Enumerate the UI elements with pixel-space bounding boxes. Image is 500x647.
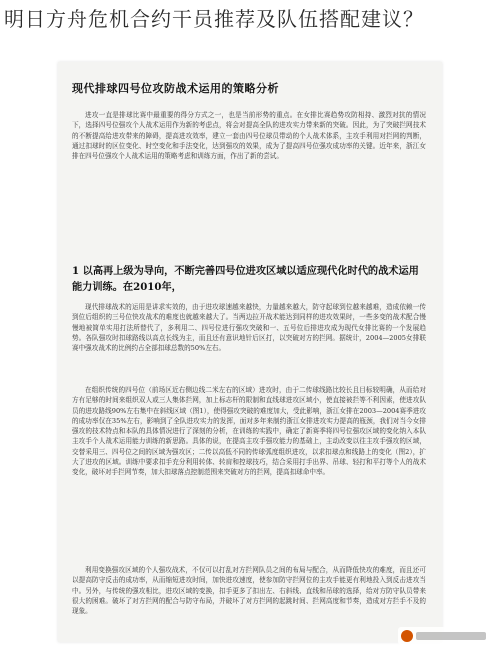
body-paragraph: 利用变换强攻区域的个人强攻战术，不仅可以打乱对方拦网队员之间的布局与配合，从而降低快攻的难度，而且还可以提高防守反击的成功率，从而缩短进攻时间，加快进攻速度，使参加防守拦网位的主攻手能更有利地投入到反击进攻当中。另外，与传统的强攻相比，进攻区域的变换，扣手更多了扣出左、右斜线、直线和吊球的选择，给对方防守队员带来很大的困难。破坏了对方拦网的配合与防守布局，并破坏了对方拦网的起跳时间、拦网高度和节奏，造成对方拦手不及的现象。 bbox=[72, 566, 426, 616]
body-paragraph: 在组织传统的四号位（前场区近右侧边线二米左右的区域）进攻时，由于二传球线路比较长且目标较明确，从而给对方有足够的时间来组织双人或三人集体拦网，加上标志杆的限制和直线球进攻区域小，使直接被拦等不利因素，使进攻队员的进攻路线90%左右集中在斜线区域（图1），使得强攻突破的难度加大，受此影响，浙江女排在2003—2004赛季进攻的成功率仅在35%左右，影响到了全队进攻实力的发挥，面对多年来制约浙江女排进攻实力提高的瓶颈，我们对当今女排强攻的技术特点和本队的具体情况进行了深刻的分析，在训练的实践中，确定了新赛季将四号位强攻区域的变化纳入本队主攻手个人战术运用能力训练的新思路。具体的说，在提高主攻手强攻能力的基础上，主动改变以往主攻手强攻的区域，交替采用三、四号位之间的区域为强攻区；二传以高低不同的传球弧度组织进攻，以求扣球点和线路上的变化（图2），扩大了进攻的区域。训练中要求扣手充分利用转体、转肩和控球技巧，结合采用打手出界、吊球、轻打和平打等个人的战术变化，破坏对手拦网节奏，加大扣球落点控制范围来突破对方的拦网，提高扣球命中率。 bbox=[72, 386, 426, 477]
document-title: 现代排球四号位攻防战术运用的策略分析 bbox=[72, 82, 279, 95]
watermark-logo bbox=[398, 627, 494, 645]
question-title: 明日方舟危机合约干员推荐及队伍搭配建议？ bbox=[4, 7, 424, 31]
body-paragraph: 现代排球战术的运用是讲求实效的，由于进攻球速越来越快，力量越来越大，防守起球到位越来越难，造成依赖一传到位后组织的三号位快攻战术的难度也就越来越大了。当两边拉开战术能达到同样的进攻效果时，一些多变的战术配合慢慢地被简单实用打法所替代了，多利用二、四号位进行强攻突破和一、五号位后排进攻成为现代女排比赛的一个发展趋势。各队强攻时扣球路线以高点长线为主，而且还有意识地针后区打，以突破对方的拦网。据统计，2004—2005女排联赛中强攻战术的比例约占全部扣球总数的50%左右。 bbox=[72, 303, 426, 353]
document-page bbox=[58, 62, 442, 642]
section-heading: 1 以高再上级为导向，不断完善四号位进攻区域以适应现代化时代的战术运用能力训练。在2010年， bbox=[72, 265, 419, 293]
intro-paragraph: 进攻一直是排球比赛中最重要的得分方式之一，也是当前形势的重点。在女排比赛趋势攻防相持、激烈对抗的情况下，选择四号位强攻个人战术运用作为新的考虑点，将会对提高全队的进攻实力带来新的突破。因此，为了突破拦网技术的不断提高给进攻带来的障碍，提高进攻效率，建立一套由四号位球员带动的个人战术体系，主攻手利用对拦网的判断，通过扣球时的区位变化、时空变化和手法变化，达到强攻的效果，成为了提高四号位强攻成功率的关键。近年来，浙江女排在四号位强攻个人战术运用的策略考虑和训练方面，作出了新的尝试。 bbox=[72, 111, 426, 161]
